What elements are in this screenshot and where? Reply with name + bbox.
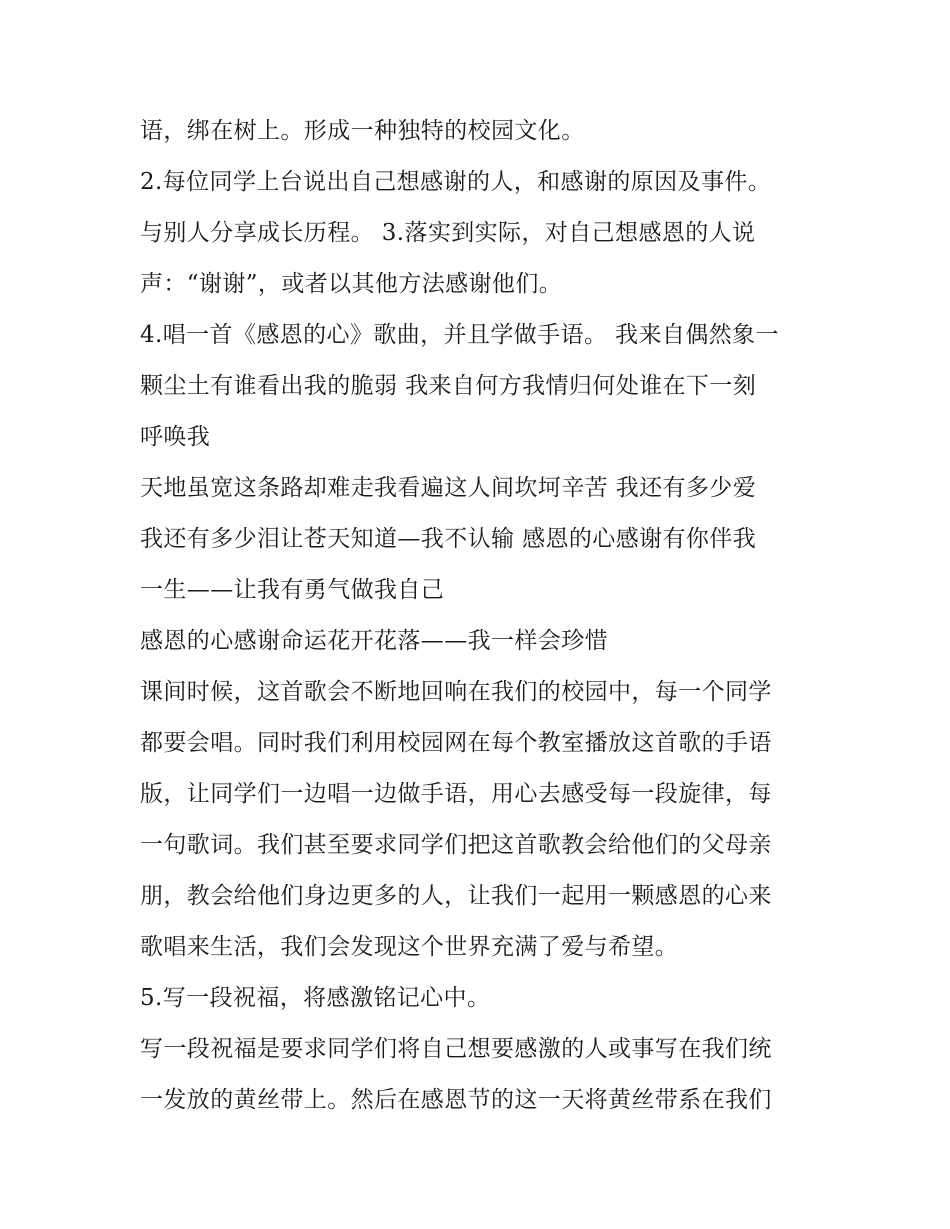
text-line: 2.每位同学上台说出自己想感谢的人，和感谢的原因及事件。 xyxy=(140,169,772,195)
body-text xyxy=(140,106,830,1126)
text-line: 感恩的心感谢命运花开花落——我一样会珍惜 xyxy=(140,628,608,654)
text-line: 声：“谢谢”，或者以其他方法感谢他们。 xyxy=(140,271,563,297)
text-line: 歌唱来生活，我们会发现这个世界充满了爱与希望。 xyxy=(140,934,679,960)
text-line: 呼唤我 xyxy=(140,424,211,450)
text-line: 语，绑在树上。形成一种独特的校园文化。 xyxy=(140,118,585,144)
text-line: 颗尘土有谁看出我的脆弱 我来自何方我情归何处谁在下一刻 xyxy=(140,373,757,399)
text-line: 4.唱一首《感恩的心》歌曲，并且学做手语。 我来自偶然象一 xyxy=(140,322,779,348)
text-line: 天地虽宽这条路却难走我看遍这人间坎坷辛苦 我还有多少爱 xyxy=(140,475,757,501)
text-line: 5.写一段祝福，将感激铭记心中。 xyxy=(140,985,491,1011)
text-line: 一生——让我有勇气做我自己 xyxy=(140,577,445,603)
text-line: 课间时候，这首歌会不断地回响在我们的校园中，每一个同学 xyxy=(140,679,772,705)
text-line: 版，让同学们一边唱一边做手语，用心去感受每一段旋律，每 xyxy=(140,781,772,807)
text-line: 一句歌词。我们甚至要求同学们把这首歌教会给他们的父母亲 xyxy=(140,832,772,858)
text-line: 与别人分享成长历程。 3.落实到实际，对自己想感恩的人说 xyxy=(140,220,756,246)
text-line: 写一段祝福是要求同学们将自己想要感激的人或事写在我们统 xyxy=(140,1036,772,1062)
text-line: 一发放的黄丝带上。然后在感恩节的这一天将黄丝带系在我们 xyxy=(140,1087,772,1113)
text-line: 都要会唱。同时我们利用校园网在每个教室播放这首歌的手语 xyxy=(140,730,772,756)
text-line: 朋，教会给他们身边更多的人，让我们一起用一颗感恩的心来 xyxy=(140,883,772,909)
text-line: 我还有多少泪让苍天知道—我不认输 感恩的心感谢有你伴我 xyxy=(140,526,757,552)
